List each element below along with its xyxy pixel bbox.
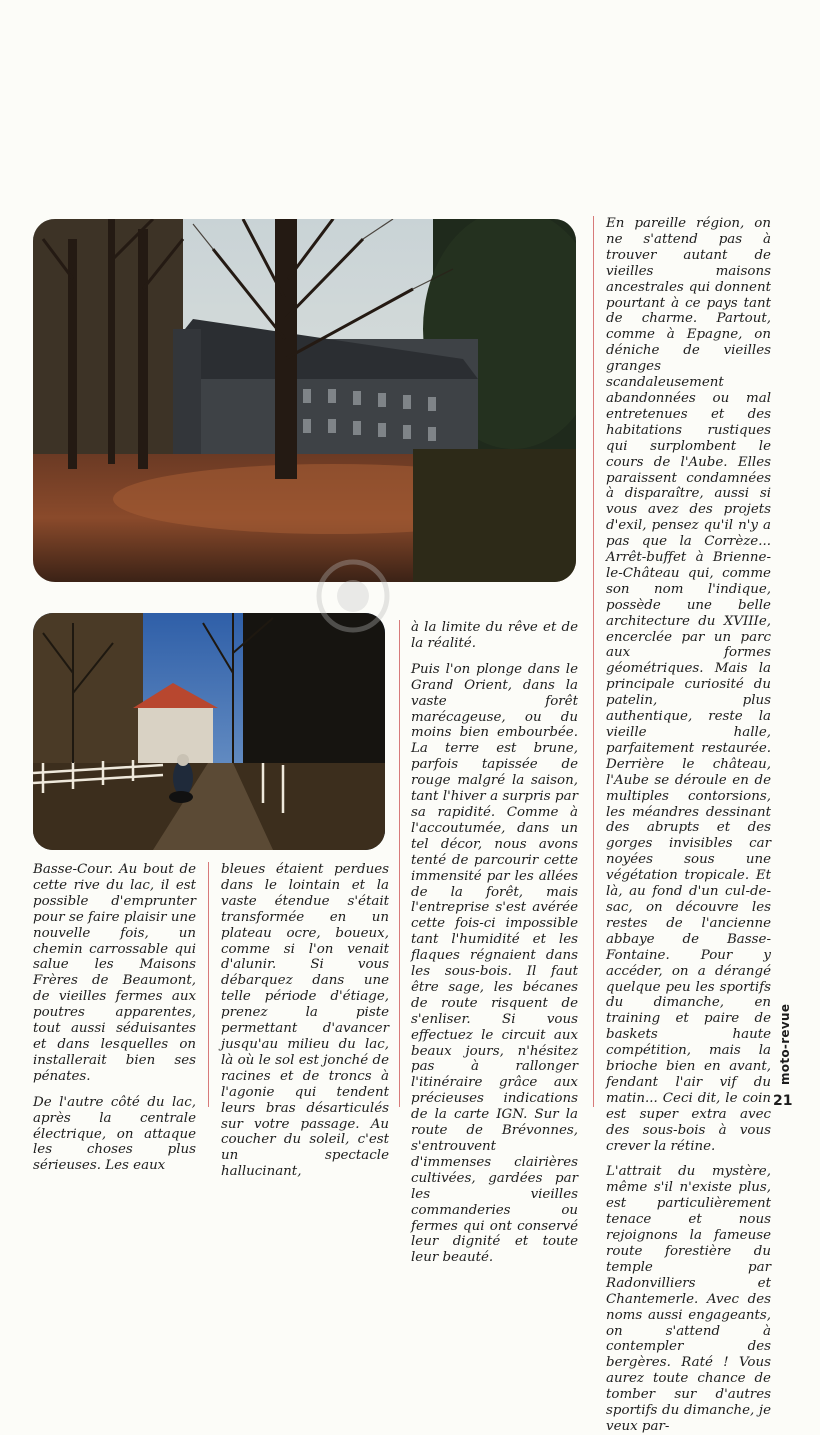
motorcycle-path-photo [33,613,385,850]
article-column-2 [221,862,389,1180]
paragraph: bleues étaient perdues dans le lointain et la vaste étendue s'était transformée en un plateau ocre, boueux, comme si l'on venait d'alunir. Si vous débarquez dans une telle période d'étiage, prenez la piste permettant d'avancer jusqu'au milieu du lac, là où le sol est jonché de racines et de troncs à l'agonie qui tendent leurs bras désarticulés sur votre passage. Au coucher du soleil, c'est un spectacle hallucinant, [221,862,389,1180]
column-rule [208,862,209,1107]
magazine-name: moto-revue [778,1003,792,1085]
paragraph: L'attrait du mystère, même s'il n'existe plus, est particulièrement tenace et nous rejoignons la fameuse route forestière du temple par Radonvilliers et Chantemerle. Avec des noms aussi engageants, on s'attend à contempler des bergères. Raté ! Vous aurez toute chance de tomber sur d'autres sportifs du dimanche, je veux par- [606,1164,771,1434]
article-column-4 [606,216,771,1435]
chateau-photo [33,219,576,582]
paragraph: à la limite du rêve et de la réalité. [411,620,578,651]
paragraph: De l'autre côté du lac, après la centrale électrique, on attaque les choses plus sérieuses. Les eaux [33,1094,196,1174]
paragraph: Basse-Cour. Au bout de cette rive du lac, il est possible d'emprunter pour se faire plaisir une nouvelle fois, un chemin carrossable qui salue les Maisons Frères de Beaumont, de vieilles fermes aux poutres apparentes, tout aussi séduisantes et dans lesquelles on installerait bien ses pénates. [33,862,196,1084]
motorcycle-path-photo-art [33,613,385,850]
article-column-3 [411,620,578,1266]
column-rule [593,216,594,1107]
watermark-logo-icon [313,556,393,636]
page-number: 21 [773,1093,793,1109]
column-rule [399,620,400,1107]
paragraph: Puis l'on plonge dans le Grand Orient, dans la vaste forêt marécageuse, ou du moins bien embourbée. La terre est brune, parfois tapissée de rouge malgré la saison, tant l'hiver a surpris par sa rapidité. Comme à l'accoutumée, dans un tel décor, nous avons tenté de parcourir cette immensité par les allées de la forêt, mais l'entreprise s'est avérée cette fois-ci impossible tant l'humidité et les flaques régnaient dans les sous-bois. Il faut être sage, les bécanes de route risquent de s'enliser. Si vous effectuez le circuit aux beaux jours, n'hésitez pas à rallonger l'itinéraire grâce aux précieuses indications de la carte IGN. Sur la route de Brévonnes, s'entrouvent d'immenses clairières cultivées, gardées par les vieilles commanderies ou fermes qui ont conservé leur dignité et toute leur beauté. [411,661,578,1266]
paragraph: En pareille région, on ne s'attend pas à trouver autant de vieilles maisons ancestrales qui donnent pourtant à ce pays tant de charme. Partout, comme à Epagne, on déniche de vieilles granges scandaleusement abandonnées ou mal entretenues et des habitations rustiques qui surplombent le cours de l'Aube. Elles paraissent condamnées à disparaître, aussi si vous avez des projets d'exil, pensez qu'il n'y a pas que la Corrèze... Arrêt-buffet à Brienne-le-Château qui, comme son nom l'indique, possède une belle architecture du XVIIIe, encerclée par un parc aux formes géométriques. Mais la principale curiosité du patelin, plus authentique, reste la vieille halle, parfaitement restaurée. Derrière le château, l'Aube se déroule en de multiples contorsions, les méandres dessinant des abrupts et des gorges invisibles car noyées sous une végétation tropicale. Et là, au fond d'un cul-de-sac, on découvre les restes de l'ancienne abbaye de Basse-Fontaine. Pour y accéder, on a dérangé quelque peu les sportifs du dimanche, en training et paire de baskets haute compétition, mais la brioche bien en avant, fendant l'air vif du matin... Ceci dit, le coin est super extra avec des sous-bois à vous crever la rétine. [606,216,771,1154]
article-column-1 [33,862,196,1174]
chateau-photo-art [33,219,576,582]
